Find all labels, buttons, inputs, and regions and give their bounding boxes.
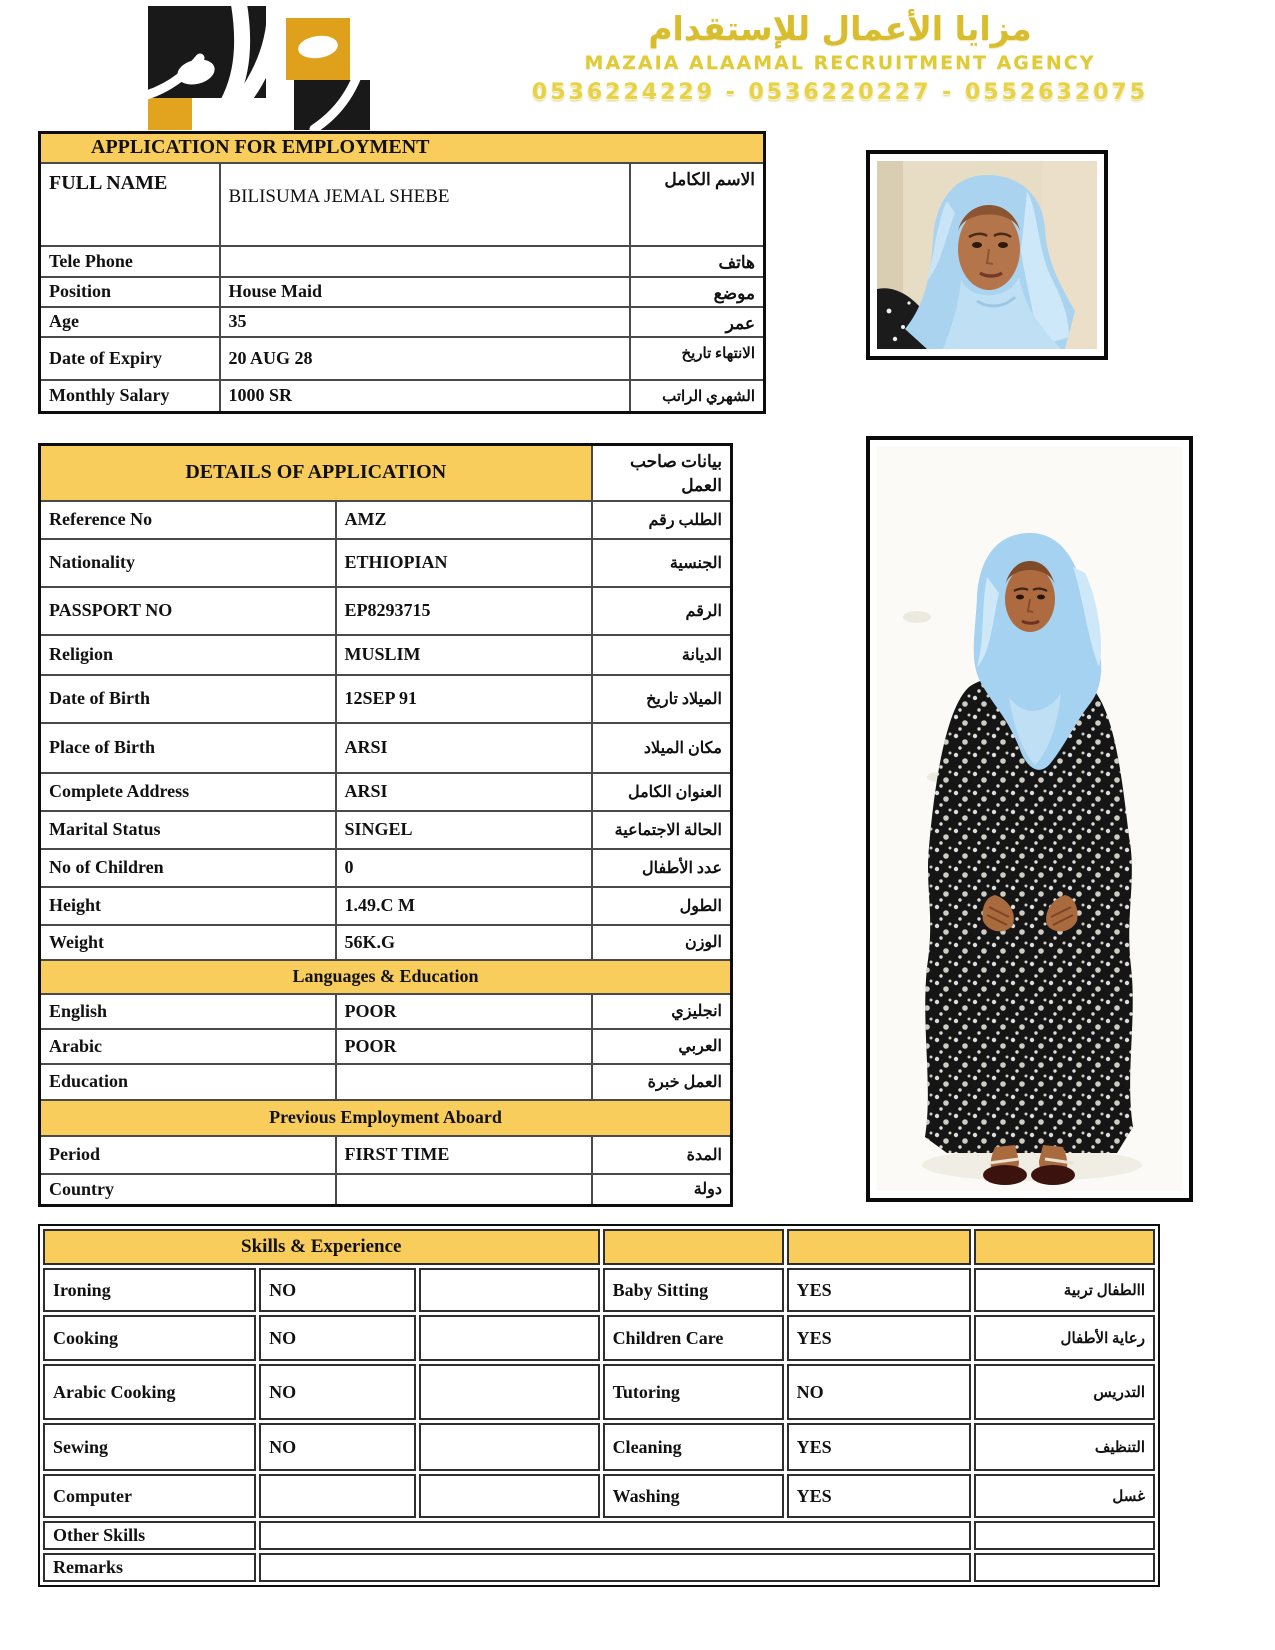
- field-label: No of Children: [40, 849, 336, 887]
- row-marital-status: [40, 811, 732, 849]
- agency-logo-icon: [118, 2, 370, 130]
- other-skills-arabic-spacer: [974, 1521, 1155, 1550]
- applicant-fullbody-photo: [866, 436, 1193, 1202]
- previous-employment-header: Previous Employment Aboard: [40, 1100, 732, 1136]
- field-value: 20 AUG 28: [220, 337, 630, 380]
- skill-value: YES: [787, 1423, 971, 1471]
- field-value: POOR: [336, 994, 592, 1029]
- field-label-arabic: عدد الأطفال: [592, 849, 732, 887]
- application-title-row: [40, 133, 765, 163]
- field-label: Tele Phone: [40, 246, 220, 277]
- skill-value: NO: [259, 1364, 416, 1420]
- field-label: Place of Birth: [40, 723, 336, 773]
- field-label: Country: [40, 1174, 336, 1206]
- row-place-of-birth: [40, 723, 732, 773]
- agency-phone-numbers: 0536224229 - 0536220227 - 0552632075: [531, 79, 1149, 105]
- row-period: [40, 1136, 732, 1174]
- field-label-arabic: الطول: [592, 887, 732, 925]
- field-label-arabic: مكان الميلاد: [592, 723, 732, 773]
- row-position: [40, 277, 765, 307]
- field-label: Education: [40, 1064, 336, 1100]
- skills-header-spacer: [974, 1229, 1155, 1265]
- skill-spacer: [419, 1364, 599, 1420]
- skill-value: YES: [787, 1315, 971, 1361]
- field-value: [336, 1064, 592, 1100]
- field-label: Weight: [40, 925, 336, 960]
- field-label-arabic: الانتهاء تاريخ: [630, 337, 765, 380]
- application-title: APPLICATION FOR EMPLOYMENT: [40, 133, 765, 163]
- agency-name-english: MAZAIA ALAAMAL RECRUITMENT AGENCY: [584, 51, 1096, 74]
- field-label-arabic: العنوان الكامل: [592, 773, 732, 811]
- field-label: Period: [40, 1136, 336, 1174]
- row-weight: [40, 925, 732, 960]
- field-label-arabic: الميلاد تاريخ: [592, 675, 732, 723]
- skill-value: NO: [787, 1364, 971, 1420]
- details-table: [38, 443, 733, 1207]
- field-value: ARSI: [336, 773, 592, 811]
- field-label: English: [40, 994, 336, 1029]
- field-value: POOR: [336, 1029, 592, 1064]
- skill-value: YES: [787, 1474, 971, 1518]
- row-date-of-expiry: [40, 337, 765, 380]
- skill-spacer: [419, 1268, 599, 1312]
- field-label: PASSPORT NO: [40, 587, 336, 635]
- field-label-arabic: العمل خبرة: [592, 1064, 732, 1100]
- skill-label-arabic: رعاية الأطفال: [974, 1315, 1155, 1361]
- field-label: Marital Status: [40, 811, 336, 849]
- field-value: ARSI: [336, 723, 592, 773]
- row-ironing-babysitting: [43, 1268, 1155, 1312]
- skill-label: Sewing: [43, 1423, 256, 1471]
- applicant-headshot-photo: [866, 150, 1108, 360]
- skill-label: Washing: [603, 1474, 784, 1518]
- skill-label-arabic: غسل: [974, 1474, 1155, 1518]
- field-label-arabic: الجنسية: [592, 539, 732, 587]
- field-value: 0: [336, 849, 592, 887]
- remarks-value: [259, 1553, 971, 1582]
- field-label: Age: [40, 307, 220, 337]
- field-value: [336, 1174, 592, 1206]
- row-date-of-birth: [40, 675, 732, 723]
- field-label: Reference No: [40, 501, 336, 539]
- field-label-arabic: الوزن: [592, 925, 732, 960]
- skill-label-arabic: التنظيف: [974, 1423, 1155, 1471]
- row-passport-no: [40, 587, 732, 635]
- field-label-arabic: المدة: [592, 1136, 732, 1174]
- skills-table: [38, 1224, 1160, 1587]
- skill-spacer: [419, 1474, 599, 1518]
- remarks-arabic-spacer: [974, 1553, 1155, 1582]
- field-label: Date of Birth: [40, 675, 336, 723]
- row-sewing-cleaning: [43, 1423, 1155, 1471]
- field-value: 56K.G: [336, 925, 592, 960]
- row-english: [40, 994, 732, 1029]
- row-reference-no: [40, 501, 732, 539]
- skill-value: NO: [259, 1423, 416, 1471]
- skills-title: Skills & Experience: [43, 1229, 600, 1265]
- row-complete-address: [40, 773, 732, 811]
- field-label: FULL NAME: [40, 163, 220, 246]
- details-title: DETAILS OF APPLICATION: [40, 445, 592, 501]
- details-title-row: [40, 445, 732, 501]
- field-label: Date of Expiry: [40, 337, 220, 380]
- row-cooking-childrencare: [43, 1315, 1155, 1361]
- field-value: MUSLIM: [336, 635, 592, 675]
- field-value: 1000 SR: [220, 380, 630, 413]
- row-height: [40, 887, 732, 925]
- row-education: [40, 1064, 732, 1100]
- row-age: [40, 307, 765, 337]
- skill-label: Children Care: [603, 1315, 784, 1361]
- field-label-arabic: هاتف: [630, 246, 765, 277]
- field-label-arabic: انجليزي: [592, 994, 732, 1029]
- details-title-arabic: بيانات صاحب العمل: [592, 445, 732, 501]
- skill-label: Arabic Cooking: [43, 1364, 256, 1420]
- skill-value: YES: [787, 1268, 971, 1312]
- languages-header: Languages & Education: [40, 960, 732, 994]
- field-value: 12SEP 91: [336, 675, 592, 723]
- skill-value: NO: [259, 1268, 416, 1312]
- skill-value: [259, 1474, 416, 1518]
- field-value: ETHIOPIAN: [336, 539, 592, 587]
- previous-employment-header-row: [40, 1100, 732, 1136]
- field-label-arabic: دولة: [592, 1174, 732, 1206]
- row-tele-phone: [40, 246, 765, 277]
- skill-label: Ironing: [43, 1268, 256, 1312]
- agency-header: [470, 10, 1210, 105]
- languages-header-row: [40, 960, 732, 994]
- field-value: SINGEL: [336, 811, 592, 849]
- field-label-arabic: العربي: [592, 1029, 732, 1064]
- skills-title-row: [43, 1229, 1155, 1265]
- row-monthly-salary: [40, 380, 765, 413]
- skill-label-arabic: التدريس: [974, 1364, 1155, 1420]
- row-arabiccooking-tutoring: [43, 1364, 1155, 1420]
- field-label: Height: [40, 887, 336, 925]
- other-skills-value: [259, 1521, 971, 1550]
- other-skills-label: Other Skills: [43, 1521, 256, 1550]
- skills-header-spacer: [603, 1229, 784, 1265]
- field-label: Complete Address: [40, 773, 336, 811]
- row-computer-washing: [43, 1474, 1155, 1518]
- application-table: [38, 131, 766, 414]
- row-nationality: [40, 539, 732, 587]
- field-value: BILISUMA JEMAL SHEBE: [220, 163, 630, 246]
- field-label-arabic: الرقم: [592, 587, 732, 635]
- skills-header-spacer: [787, 1229, 971, 1265]
- field-label: Position: [40, 277, 220, 307]
- field-label-arabic: الحالة الاجتماعية: [592, 811, 732, 849]
- row-country: [40, 1174, 732, 1206]
- field-label: Nationality: [40, 539, 336, 587]
- row-no-of-children: [40, 849, 732, 887]
- field-value: AMZ: [336, 501, 592, 539]
- field-label: Monthly Salary: [40, 380, 220, 413]
- field-label-arabic: الديانة: [592, 635, 732, 675]
- field-label-arabic: الطلب رقم: [592, 501, 732, 539]
- skill-label: Tutoring: [603, 1364, 784, 1420]
- skill-label: Computer: [43, 1474, 256, 1518]
- agency-name-arabic: مزايا الأعمال للإستقدام: [648, 9, 1032, 48]
- skill-spacer: [419, 1423, 599, 1471]
- field-label-arabic: موضع: [630, 277, 765, 307]
- field-label-arabic: عمر: [630, 307, 765, 337]
- skill-spacer: [419, 1315, 599, 1361]
- field-label-arabic: الاسم الكامل: [630, 163, 765, 246]
- remarks-label: Remarks: [43, 1553, 256, 1582]
- row-religion: [40, 635, 732, 675]
- field-value: [220, 246, 630, 277]
- skill-value: NO: [259, 1315, 416, 1361]
- field-value: FIRST TIME: [336, 1136, 592, 1174]
- skill-label: Cleaning: [603, 1423, 784, 1471]
- row-other-skills: [43, 1521, 1155, 1550]
- field-value: 35: [220, 307, 630, 337]
- row-arabic: [40, 1029, 732, 1064]
- skill-label-arabic: االطفال تربية: [974, 1268, 1155, 1312]
- field-value: House Maid: [220, 277, 630, 307]
- skill-label: Cooking: [43, 1315, 256, 1361]
- field-value: 1.49.C M: [336, 887, 592, 925]
- field-value: EP8293715: [336, 587, 592, 635]
- field-label: Arabic: [40, 1029, 336, 1064]
- field-label-arabic: الشهري الراتب: [630, 380, 765, 413]
- field-label: Religion: [40, 635, 336, 675]
- skill-label: Baby Sitting: [603, 1268, 784, 1312]
- row-full-name: [40, 163, 765, 246]
- row-remarks: [43, 1553, 1155, 1582]
